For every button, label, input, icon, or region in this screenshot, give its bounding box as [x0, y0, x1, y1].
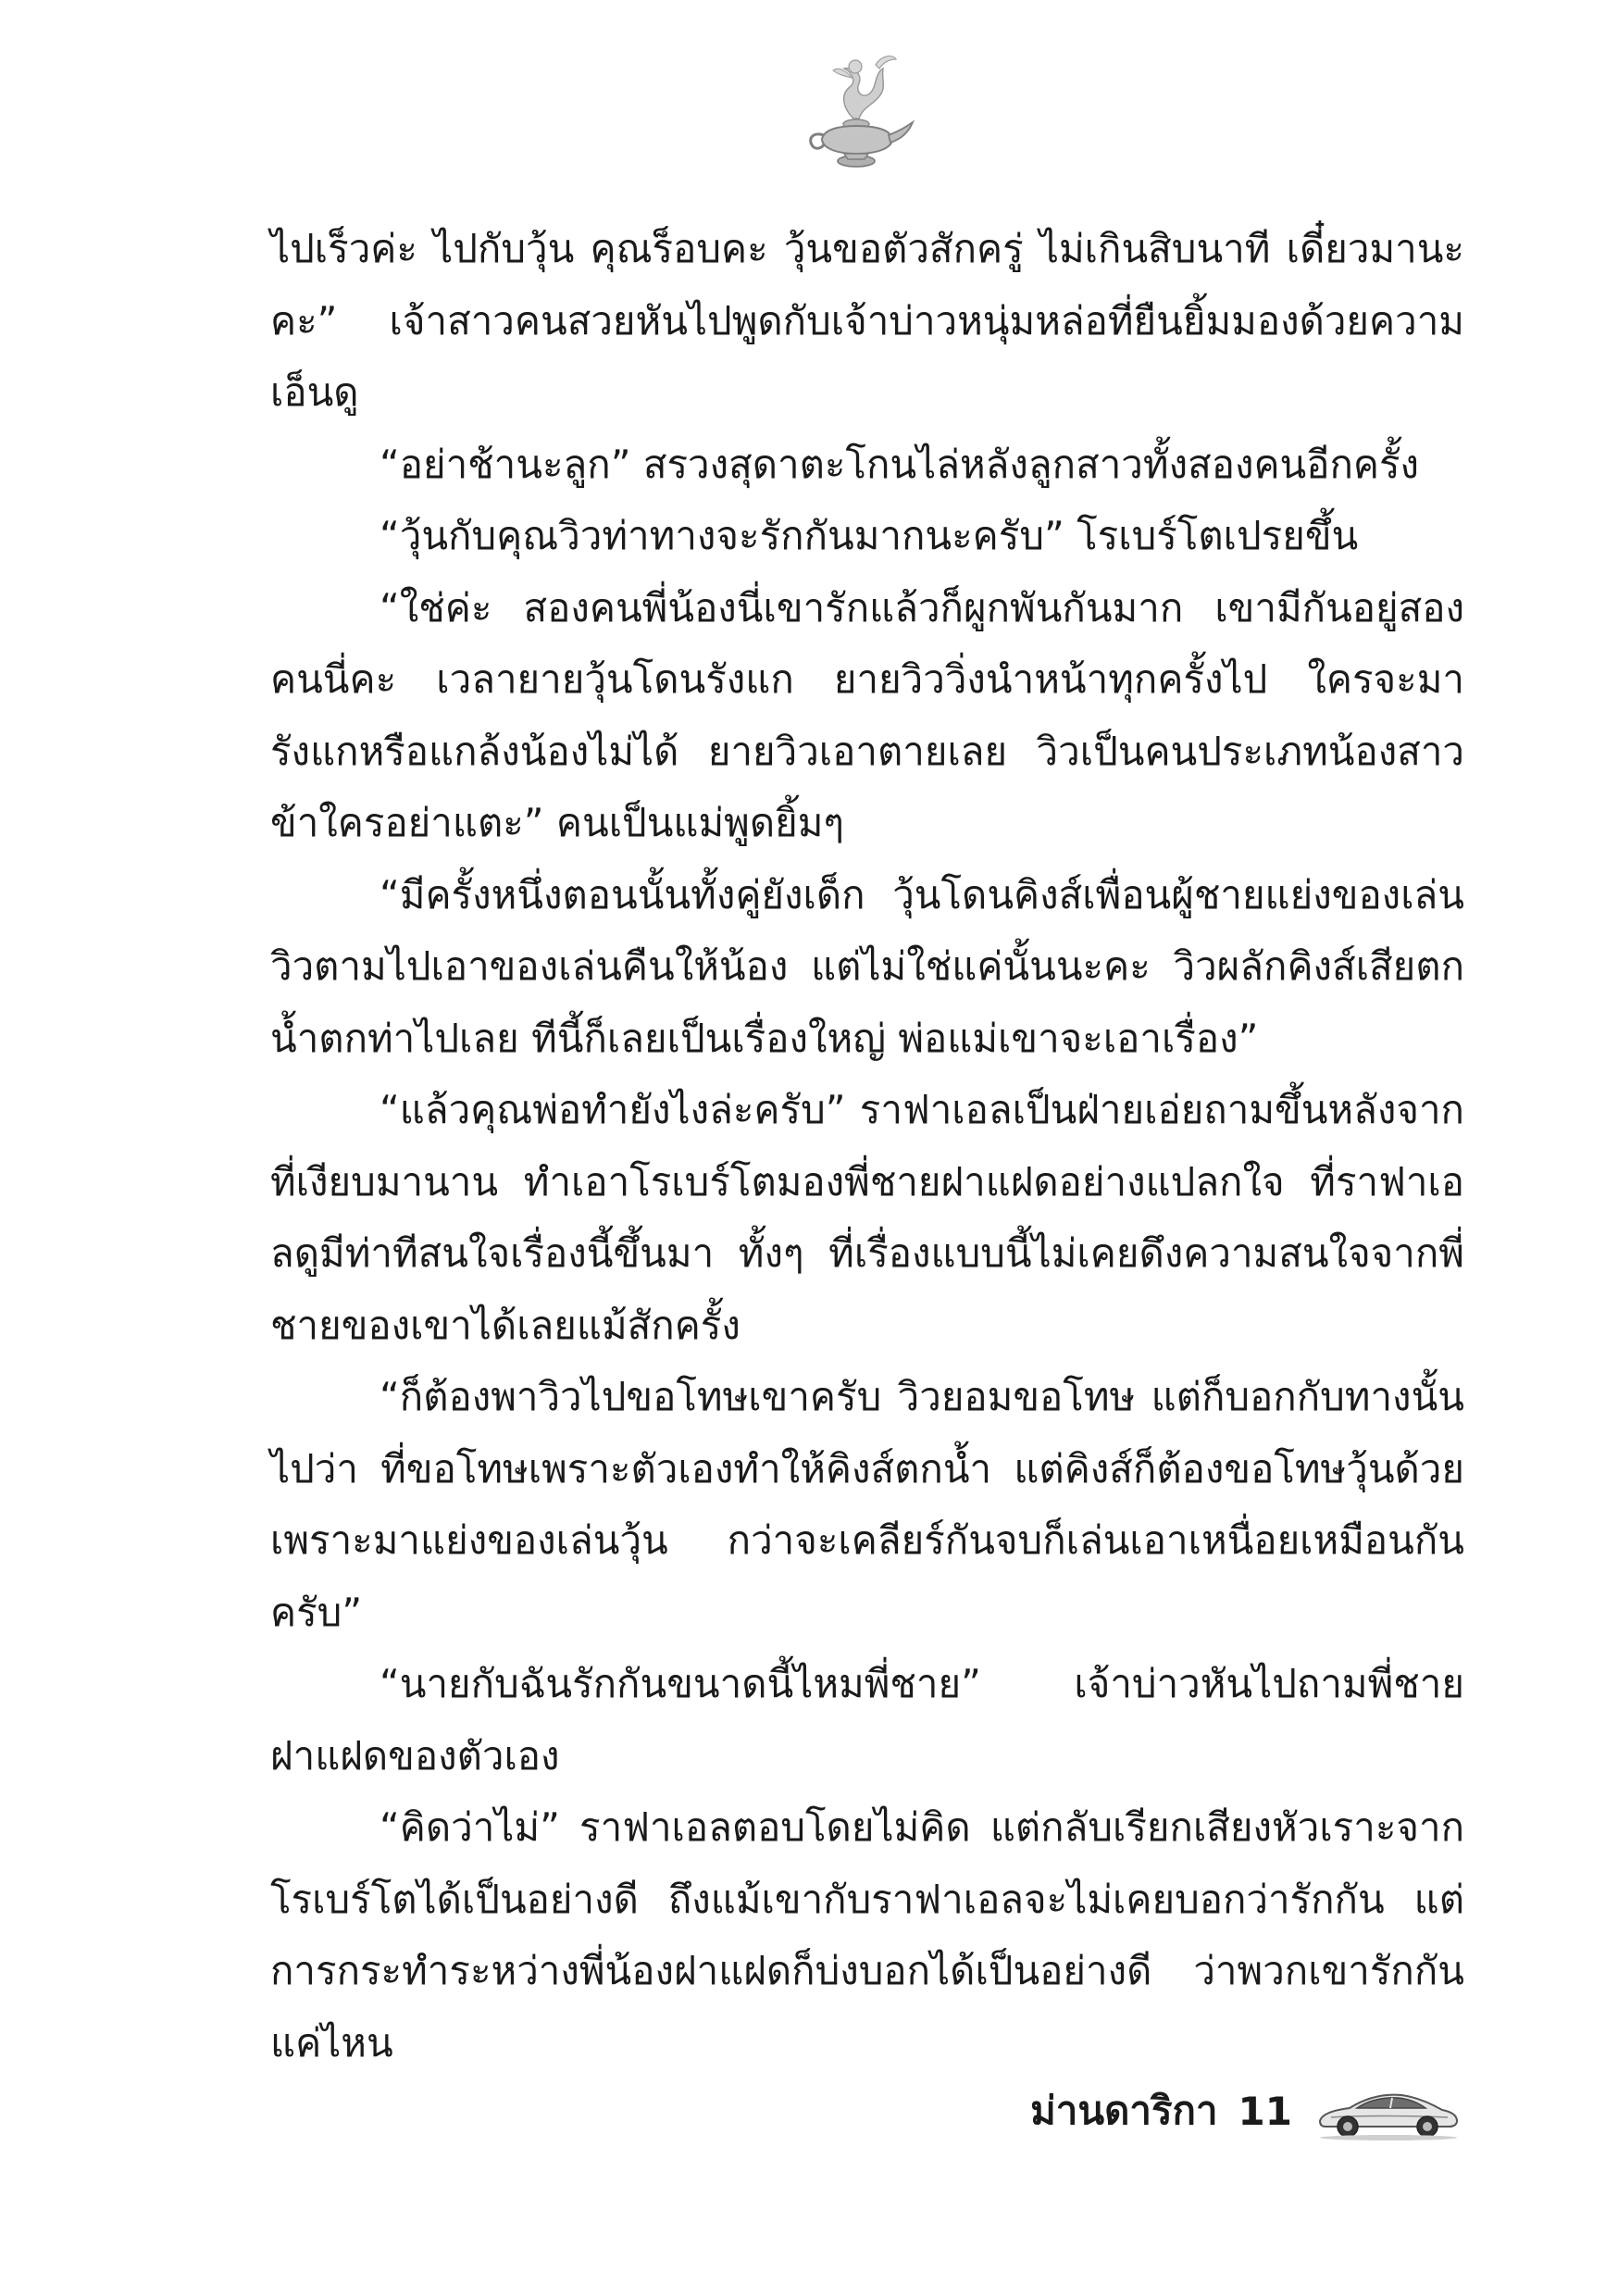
paragraph-8: “นายกับฉันรักกันขนาดนี้ไหมพี่ชาย” เจ้าบ่าวหันไปถามพี่ชายฝาแฝดของตัวเอง	[270, 1661, 1464, 1778]
paragraph-9: “คิดว่าไม่” ราฟาเอลตอบโดยไม่คิด แต่กลับเรียกเสียงหัวเราะจากโรเบร์โตได้เป็นอย่างดี ถึงแม้เขากับราฟาเอลจะไม่เคยบอกว่ารักกัน แต่การกระทำระหว่างพี่น้องฝาแฝดก็บ่งบอกได้เป็นอย่างดี ว่าพวกเขารักกันแค่ไหน	[270, 1804, 1464, 2065]
genie-lamp-icon	[796, 46, 916, 176]
paragraph-1: ไปเร็วค่ะ ไปกับวุ้น คุณร็อบคะ วุ้นขอตัวสักครู่ ไม่เกินสิบนาที เดี๋ยวมานะคะ” เจ้าสาวคนสวยหันไปพูดกับเจ้าบ่าวหนุ่มหล่อที่ยืนยิ้มมองด้วยความเอ็นดู	[270, 226, 1464, 415]
page-number: 11	[1238, 2088, 1292, 2134]
paragraph-4: “ใช่ค่ะ สองคนพี่น้องนี่เขารักแล้วก็ผูกพันกันมาก เขามีกันอยู่สองคนนี่คะ เวลายายวุ้นโดนรังแก ยายวิววิ่งนำหน้าทุกครั้งไป ใครจะมารังแกหรือแกล้งน้องไม่ได้ ยายวิวเอาตายเลย วิวเป็นคนประเภทน้องสาวข้าใครอย่าแตะ” คนเป็นแม่พูดยิ้มๆ	[270, 584, 1464, 845]
body-text	[270, 213, 1464, 2078]
sports-car-icon	[1313, 2078, 1461, 2143]
book-title: ม่านดาริกา	[1030, 2088, 1218, 2133]
paragraph-6: “แล้วคุณพ่อทำยังไงล่ะครับ” ราฟาเอลเป็นฝ่ายเอ่ยถามขึ้นหลังจากที่เงียบมานาน ทำเอาโรเบร์โตมองพี่ชายฝาแฝดอย่างแปลกใจ ที่ราฟาเอลดูมีท่าทีสนใจเรื่องนี้ขึ้นมา ทั้งๆ ที่เรื่องแบบนี้ไม่เคยดึงความสนใจจากพี่ชายของเขาได้เลยแม้สักครั้ง	[270, 1087, 1464, 1348]
paragraph-5: “มีครั้งหนึ่งตอนนั้นทั้งคู่ยังเด็ก วุ้นโดนคิงส์เพื่อนผู้ชายแย่งของเล่น วิวตามไปเอาของเล่นคืนให้น้อง แต่ไม่ใช่แค่นั้นนะคะ วิวผลักคิงส์เสียตกน้ำตกท่าไปเลย ทีนี้ก็เลยเป็นเรื่องใหญ่ พ่อแม่เขาจะเอาเรื่อง”	[270, 871, 1464, 1061]
paragraph-2: “อย่าช้านะลูก” สรวงสุดาตะโกนไล่หลังลูกสาวทั้งสองคนอีกครั้ง	[380, 441, 1420, 487]
paragraph-3: “วุ้นกับคุณวิวท่าทางจะรักกันมากนะครับ” โรเบร์โตเปรยขึ้น	[380, 513, 1359, 558]
page-footer	[1030, 2074, 1461, 2148]
paragraph-7: “ก็ต้องพาวิวไปขอโทษเขาครับ วิวยอมขอโทษ แต่ก็บอกกับทางนั้นไปว่า ที่ขอโทษเพราะตัวเองทำให้คิงส์ตกน้ำ แต่คิงส์ก็ต้องขอโทษวุ้นด้วยเพราะมาแย่งของเล่นวุ้น กว่าจะเคลียร์กันจบก็เล่นเอาเหนื่อยเหมือนกันครับ”	[270, 1374, 1464, 1635]
